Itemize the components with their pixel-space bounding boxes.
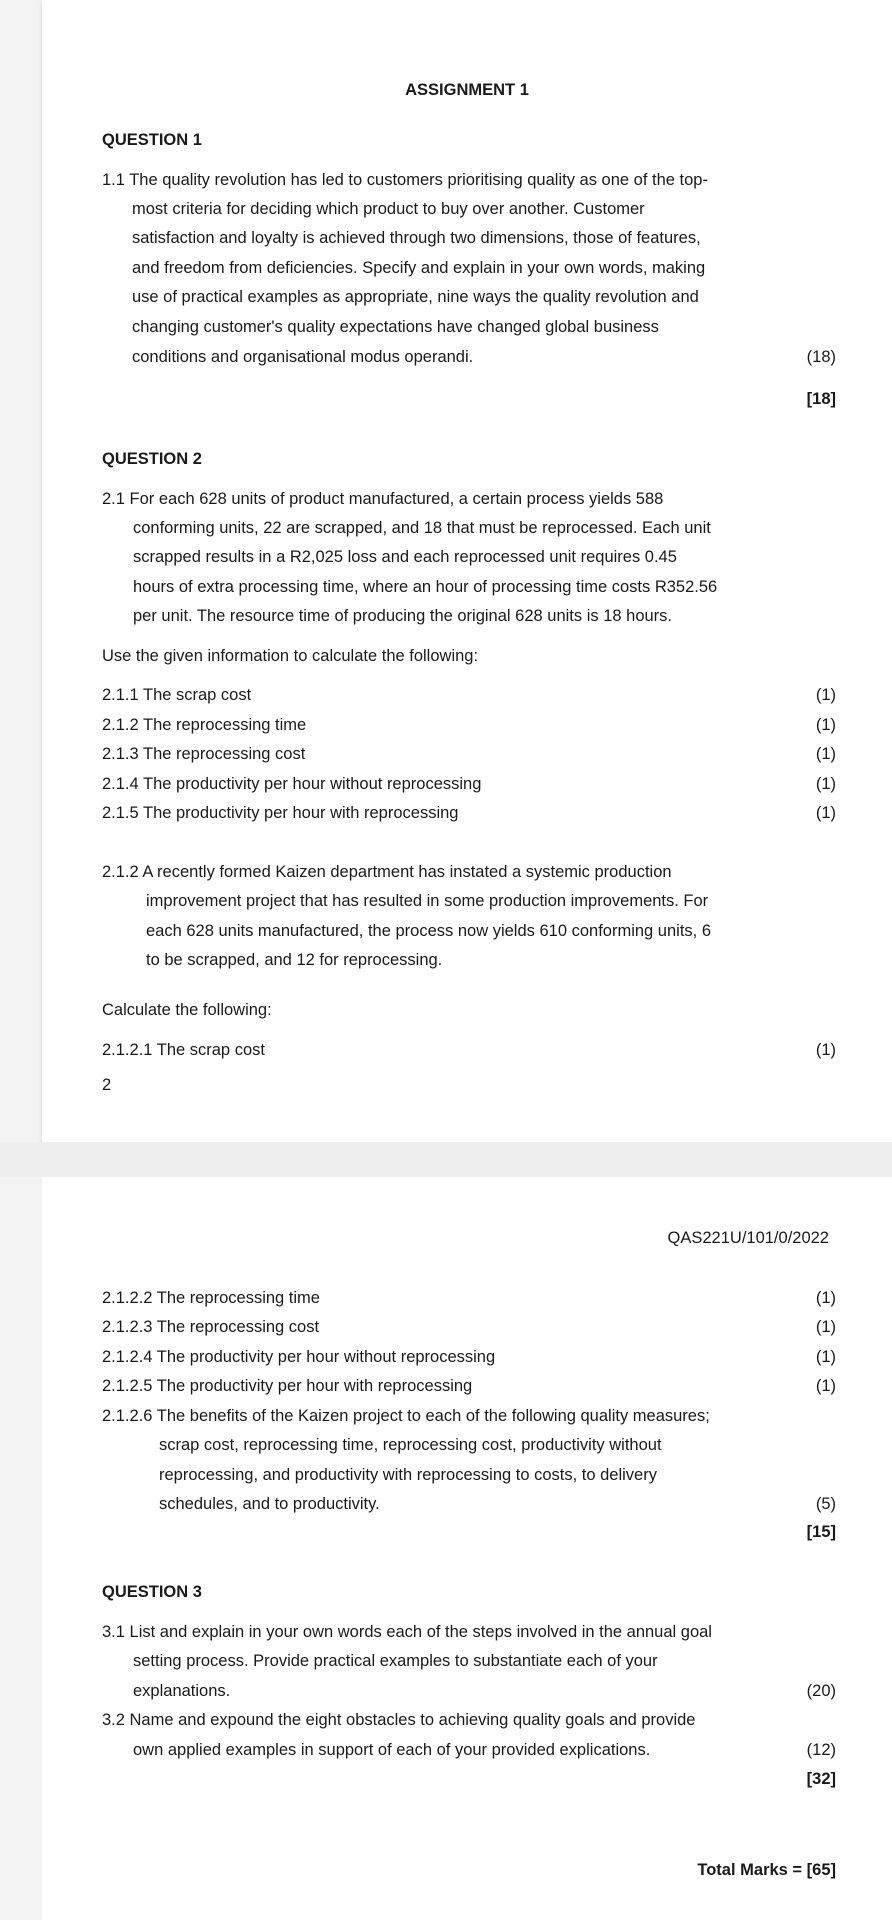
q2-item: 2.1.5 The productivity per hour with reprocessing [102, 804, 459, 822]
assignment-title: ASSIGNMENT 1 [405, 81, 529, 99]
q3-total: [32] [806, 1770, 836, 1788]
q2-item: 2.1.2.1 The scrap cost [102, 1041, 265, 1059]
q2-line: conforming units, 22 are scrapped, and 18 that must be reprocessed. Each unit [133, 519, 711, 537]
q2-item-mark: (1) [815, 1377, 836, 1395]
q2-item-mark: (1) [815, 804, 836, 822]
q1-mark: (18) [806, 348, 836, 366]
q2-line: 2.1 For each 628 units of product manufactured, a certain process yields 588 [102, 490, 664, 508]
q2-item-mark: (1) [815, 775, 836, 793]
q2-item: 2.1.2.4 The productivity per hour without reprocessing [102, 1348, 496, 1366]
document-page-1 [42, 0, 892, 1142]
calc-instruction: Calculate the following: [102, 1001, 272, 1019]
question-3-heading: QUESTION 3 [102, 1583, 202, 1601]
q2-item-mark: (1) [815, 1348, 836, 1366]
kaizen-line: each 628 units manufactured, the process now yields 610 conforming units, 6 [146, 922, 711, 940]
q2-total: [15] [806, 1523, 836, 1541]
document-page-2 [42, 1177, 892, 1920]
q2-item-mark: (1) [815, 716, 836, 734]
q2-item-mark: (1) [815, 745, 836, 763]
q31-line: setting process. Provide practical examples to substantiate each of your [133, 1652, 658, 1670]
q2-item-mark: (1) [815, 1318, 836, 1336]
q31-line: 3.1 List and explain in your own words each of the steps involved in the annual goal [102, 1623, 712, 1641]
q1-line: use of practical examples as appropriate, nine ways the quality revolution and [132, 288, 699, 306]
q1-line: satisfaction and loyalty is achieved through two dimensions, those of features, [132, 229, 701, 247]
q1-total: [18] [806, 390, 836, 408]
q31-mark: (20) [806, 1682, 836, 1700]
question-1-heading: QUESTION 1 [102, 131, 202, 149]
item-2126-line: schedules, and to productivity. [159, 1495, 380, 1513]
item-2126-mark: (5) [815, 1495, 836, 1513]
q2-item: 2.1.3 The reprocessing cost [102, 745, 306, 763]
item-2126-line: reprocessing, and productivity with reprocessing to costs, to delivery [159, 1466, 657, 1484]
q2-item: 2.1.2.2 The reprocessing time [102, 1289, 320, 1307]
q31-line: explanations. [133, 1682, 231, 1700]
page-separator [0, 1142, 892, 1177]
q1-line: 1.1 The quality revolution has led to customers prioritising quality as one of the top- [102, 171, 708, 189]
q1-line: changing customer's quality expectations have changed global business [132, 318, 659, 336]
q32-line: 3.2 Name and expound the eight obstacles to achieving quality goals and provide [102, 1711, 696, 1729]
q2-item-mark: (1) [815, 1041, 836, 1059]
q2-item-mark: (1) [815, 686, 836, 704]
q2-line: hours of extra processing time, where an hour of processing time costs R352.56 [133, 578, 718, 596]
kaizen-line: improvement project that has resulted in some production improvements. For [146, 892, 709, 910]
q2-line: scrapped results in a R2,025 loss and each reprocessed unit requires 0.45 [133, 548, 677, 566]
q2-item: 2.1.2 The reprocessing time [102, 716, 307, 734]
q1-line: conditions and organisational modus operandi. [132, 348, 474, 366]
question-2-heading: QUESTION 2 [102, 450, 202, 468]
item-2126-line: scrap cost, reprocessing time, reprocessing cost, productivity without [159, 1436, 662, 1454]
q2-line: per unit. The resource time of producing the original 628 units is 18 hours. [133, 607, 673, 625]
item-2126-line: 2.1.2.6 The benefits of the Kaizen project to each of the following quality measures; [102, 1407, 710, 1425]
q2-item: 2.1.1 The scrap cost [102, 686, 252, 704]
document-code: QAS221U/101/0/2022 [667, 1229, 829, 1247]
q1-line: and freedom from deficiencies. Specify and explain in your own words, making [132, 259, 706, 277]
q2-item: 2.1.2.5 The productivity per hour with reprocessing [102, 1377, 473, 1395]
total-marks: Total Marks = [65] [697, 1861, 836, 1879]
kaizen-line: 2.1.2 A recently formed Kaizen department has instated a systemic production [102, 863, 672, 881]
q2-item-mark: (1) [815, 1289, 836, 1307]
kaizen-line: to be scrapped, and 12 for reprocessing. [146, 951, 443, 969]
q1-line: most criteria for deciding which product to buy over another. Customer [132, 200, 645, 218]
q32-mark: (12) [806, 1741, 836, 1759]
q2-item: 2.1.4 The productivity per hour without reprocessing [102, 775, 482, 793]
q32-line: own applied examples in support of each of your provided explications. [133, 1741, 651, 1759]
q2-instruction: Use the given information to calculate the following: [102, 647, 479, 665]
page-number: 2 [102, 1076, 112, 1094]
q2-item: 2.1.2.3 The reprocessing cost [102, 1318, 320, 1336]
